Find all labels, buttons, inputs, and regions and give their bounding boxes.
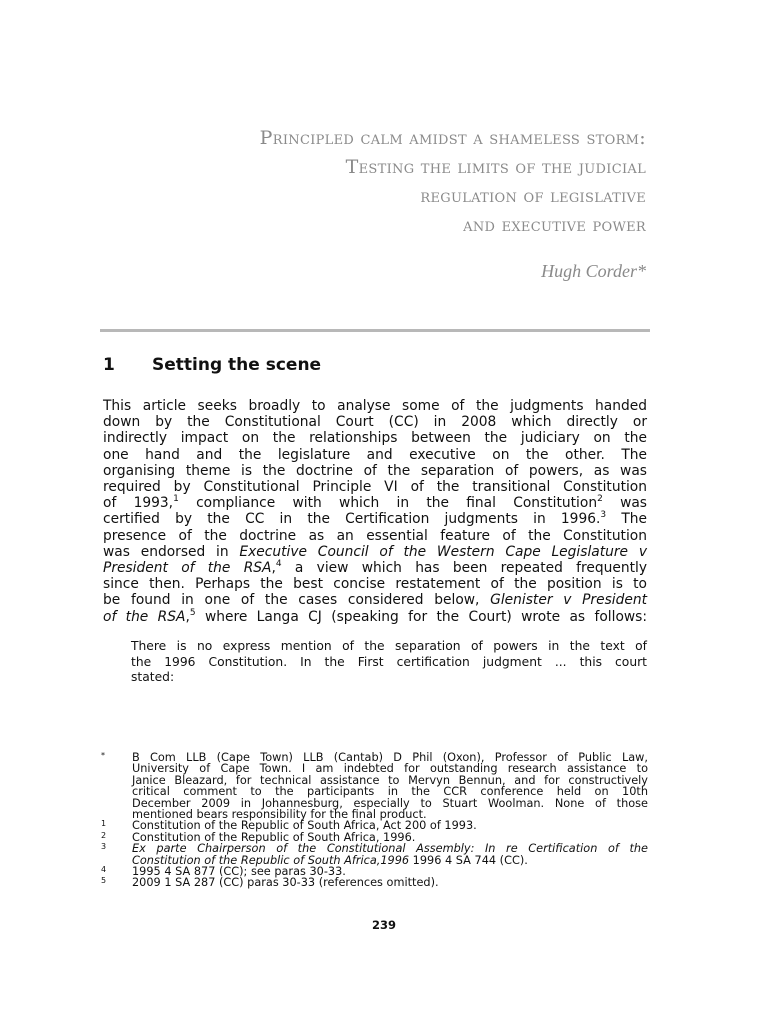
footnote-ref-4[interactable]: 4 — [275, 559, 282, 570]
block-quote — [131, 639, 647, 686]
body-line: since then. Perhaps the best concise restatement of the position is to — [103, 576, 647, 593]
body-line: This article seeks broadly to analyse some of the judgments handed — [103, 398, 647, 414]
section-title: Setting the scene — [152, 355, 322, 375]
quote-line: stated: — [131, 670, 175, 684]
quote-line: the 1996 Constitution. In the First certification judgment ... this court — [131, 654, 647, 669]
body-paragraph — [103, 398, 647, 625]
footnote-ref-2[interactable]: 2 — [597, 494, 603, 505]
case-name: President of the RSA — [103, 560, 272, 577]
footnote-3: 3 Ex parte Chairperson of the Constitutional Assembly: In re Certification of the Constitution of the Republic of South Africa,1996 1996 4 SA 744 (CC). — [101, 842, 648, 867]
title-line-1: Principled calm amidst a shameless storm: — [259, 127, 646, 149]
footnotes — [100, 752, 648, 889]
footnote-ref-3[interactable]: 3 — [600, 510, 607, 521]
article-title — [260, 124, 646, 240]
footnote-2: 2 Constitution of the Republic of South Africa, 1996. — [101, 830, 416, 844]
section-number: 1 — [103, 355, 115, 375]
footnote-ref-1[interactable]: 1 — [173, 494, 179, 505]
footnote-mark: 1 — [101, 819, 107, 829]
title-line-2: Testing the limits of the judicial — [345, 156, 646, 178]
title-line-4: and executive power — [463, 214, 646, 236]
quote-line: There is no express mention of the separation of powers in the text of — [131, 639, 647, 653]
title-line-3: regulation of legislative — [420, 185, 646, 207]
body-line: indirectly impact on the relationships between the judiciary on the — [103, 430, 647, 447]
body-line: was endorsed in Executive Council of the Western Cape Legislature v — [103, 543, 647, 560]
body-line: required by Constitutional Principle VI of the transitional Constitution — [103, 479, 647, 496]
horizontal-rule — [100, 329, 650, 332]
footnote-mark: * — [101, 751, 105, 760]
body-line: be found in one of the cases considered below, Glenister v President — [103, 592, 647, 609]
body-line: down by the Constitutional Court (CC) in 2008 which directly or — [103, 414, 647, 431]
section-heading — [103, 355, 321, 375]
footnote-ref-5[interactable]: 5 — [189, 607, 196, 618]
body-line: President of the RSA,$^4$ a view which has been repeated frequently — [103, 559, 647, 577]
body-line: of the RSA,$^5$ where Langa CJ (speaking for the Court) wrote as follows: — [103, 607, 648, 625]
footnote-5: 5 2009 1 SA 287 (CC) paras 30-33 (references omitted). — [101, 876, 439, 890]
case-name: Glenister v President — [490, 592, 647, 609]
footnote-mark: 4 — [101, 865, 107, 875]
footnote-1: 1 Constitution of the Republic of South Africa, Act 200 of 1993. — [101, 819, 477, 833]
footnote-star: * B Com LLB (Cape Town) LLB (Cantab) D Phil (Oxon), Professor of Public Law, University of Cape Town. I am indebted for outstanding research assistance to Janice Bleazard, for technical assistance to Mervyn Bennun, and for constructively critical comment to the participants in the CCR conference held on 10th December 2009 in Johannesburg, especially to Stuart Woolman. None of those mentioned bears responsibility for the final product. — [101, 751, 648, 822]
author-name: Hugh Corder* — [541, 261, 646, 281]
case-name: of the RSA — [103, 608, 186, 625]
case-name: Executive Council of the Western Cape Legislature v — [239, 543, 647, 560]
body-line: one hand and the legislature and executive on the other. The — [103, 446, 647, 463]
footnote-mark: 2 — [101, 830, 107, 840]
body-line: presence of the doctrine as an essential feature of the Constitution — [103, 527, 647, 544]
footnote-mark: 3 — [101, 842, 107, 852]
footnote-mark: 5 — [101, 876, 107, 886]
body-line: of 1993,$^1$ compliance with which in the final Constitution$^2$ was — [103, 494, 647, 512]
page-number: 239 — [371, 918, 396, 932]
footnote-4: 4 1995 4 SA 877 (CC); see paras 30-33. — [101, 865, 346, 879]
body-line: organising theme is the doctrine of the separation of powers, as was — [103, 462, 647, 479]
body-line: certified by the CC in the Certification judgments in 1996.$^3$ The — [103, 510, 647, 528]
